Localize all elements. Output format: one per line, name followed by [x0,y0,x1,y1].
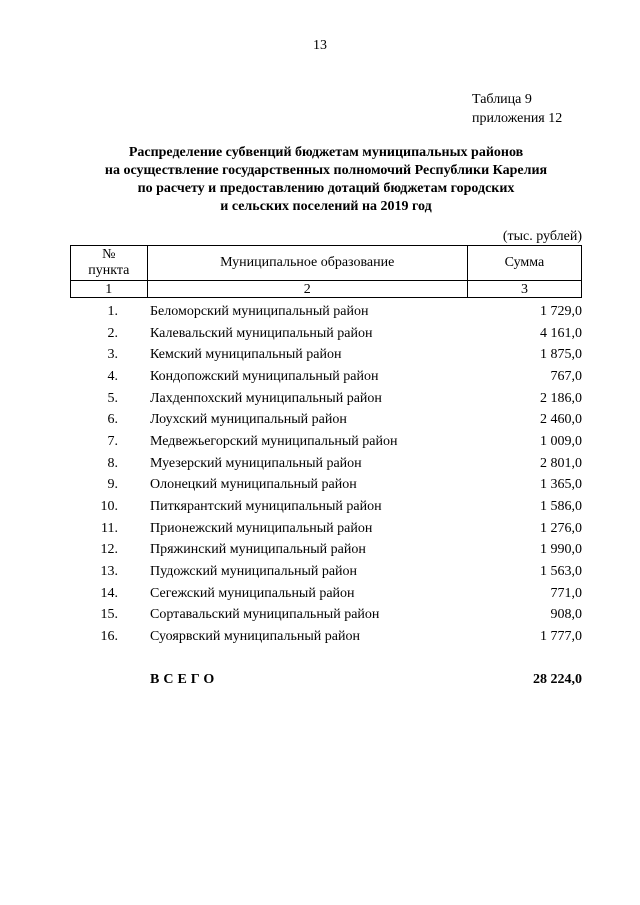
table-row [70,605,582,627]
header-index-row [71,281,582,298]
row-number: 6. [107,412,118,428]
row-name: Лахденпохский муниципальный район [150,390,382,406]
table-row [70,409,582,431]
title-line4: и сельских поселений на 2019 год [220,199,432,214]
row-value: 1 990,0 [540,542,582,558]
row-name: Беломорский муниципальный район [150,303,369,319]
row-number: 15. [100,607,118,623]
row-number: 8. [107,455,118,471]
row-number: 1. [107,303,118,319]
total-value: 28 224,0 [533,672,582,687]
row-value: 1 365,0 [540,477,582,493]
document-title [70,144,582,216]
table-row [70,518,582,540]
table-row [70,431,582,453]
table-row [70,453,582,475]
row-value: 1 875,0 [540,347,582,363]
row-name: Прионежский муниципальный район [150,520,373,536]
row-name: Сегежский муниципальный район [150,585,355,601]
row-value: 1 729,0 [540,303,582,319]
row-name: Кондопожский муниципальный район [150,368,379,384]
page-number: 13 [313,38,327,53]
table-row [70,540,582,562]
header-sum-cell: Сумма [467,246,581,281]
table-ref-line1: Таблица 9 [472,92,532,107]
table-row [70,626,582,648]
row-number: 7. [107,433,118,449]
header-index-2: 2 [147,281,467,298]
header-num-cell [71,246,148,281]
row-number: 5. [107,390,118,406]
row-name: Сортавальский муниципальный район [150,607,380,623]
row-value: 908,0 [550,607,582,623]
row-value: 1 276,0 [540,520,582,536]
table-row [70,344,582,366]
row-value: 1 586,0 [540,499,582,515]
row-name: Питкярантский муниципальный район [150,499,382,515]
row-number: 2. [107,325,118,341]
row-value: 2 801,0 [540,455,582,471]
table-row [70,323,582,345]
table-row [70,561,582,583]
table-row [70,496,582,518]
row-value: 771,0 [550,585,582,601]
row-name: Пудожский муниципальный район [150,564,358,580]
row-value: 767,0 [550,368,582,384]
units-note: (тыс. рублей) [502,229,582,244]
row-value: 2 186,0 [540,390,582,406]
row-name: Муезерский муниципальный район [150,455,362,471]
table-header [70,245,582,298]
header-index-1: 1 [71,281,148,298]
row-value: 1 009,0 [540,433,582,449]
row-number: 14. [100,585,118,601]
row-number: 10. [100,499,118,515]
row-value: 1 777,0 [540,629,582,645]
total-label: ВСЕГО [150,672,219,687]
row-value: 1 563,0 [540,564,582,580]
table-row [70,583,582,605]
table-ref-line2: приложения 12 [472,111,563,126]
header-num-line2: пункта [88,263,130,278]
row-name: Кемский муниципальный район [150,347,342,363]
header-index-3: 3 [467,281,581,298]
row-value: 2 460,0 [540,412,582,428]
row-name: Лоухский муниципальный район [150,412,347,428]
total-row [70,672,582,688]
title-line2: на осуществление государственных полномочий Республики Карелия [104,163,548,178]
table-row [70,388,582,410]
row-name: Медвежьегорский муниципальный район [150,433,398,449]
row-number: 4. [107,368,118,384]
row-number: 16. [100,629,118,645]
row-number: 11. [101,520,118,536]
row-name: Пряжинский муниципальный район [150,542,366,558]
header-row [71,246,582,281]
table-row [70,366,582,388]
row-name: Суоярвский муниципальный район [150,629,360,645]
title-line3: по расчету и предоставлению дотаций бюджетам городских [137,181,515,196]
table-row [70,475,582,497]
header-name-cell: Муниципальное образование [147,246,467,281]
row-number: 12. [100,542,118,558]
row-value: 4 161,0 [540,325,582,341]
table-body [70,301,582,648]
title-line1: Распределение субвенций бюджетам муниципальных районов [128,145,524,160]
row-name: Олонецкий муниципальный район [150,477,357,493]
table-row [70,301,582,323]
row-number: 13. [100,564,118,580]
row-number: 9. [107,477,118,493]
header-num-line1: № [102,247,116,262]
row-number: 3. [107,347,118,363]
row-name: Калевальский муниципальный район [150,325,373,341]
table-reference [472,90,562,128]
